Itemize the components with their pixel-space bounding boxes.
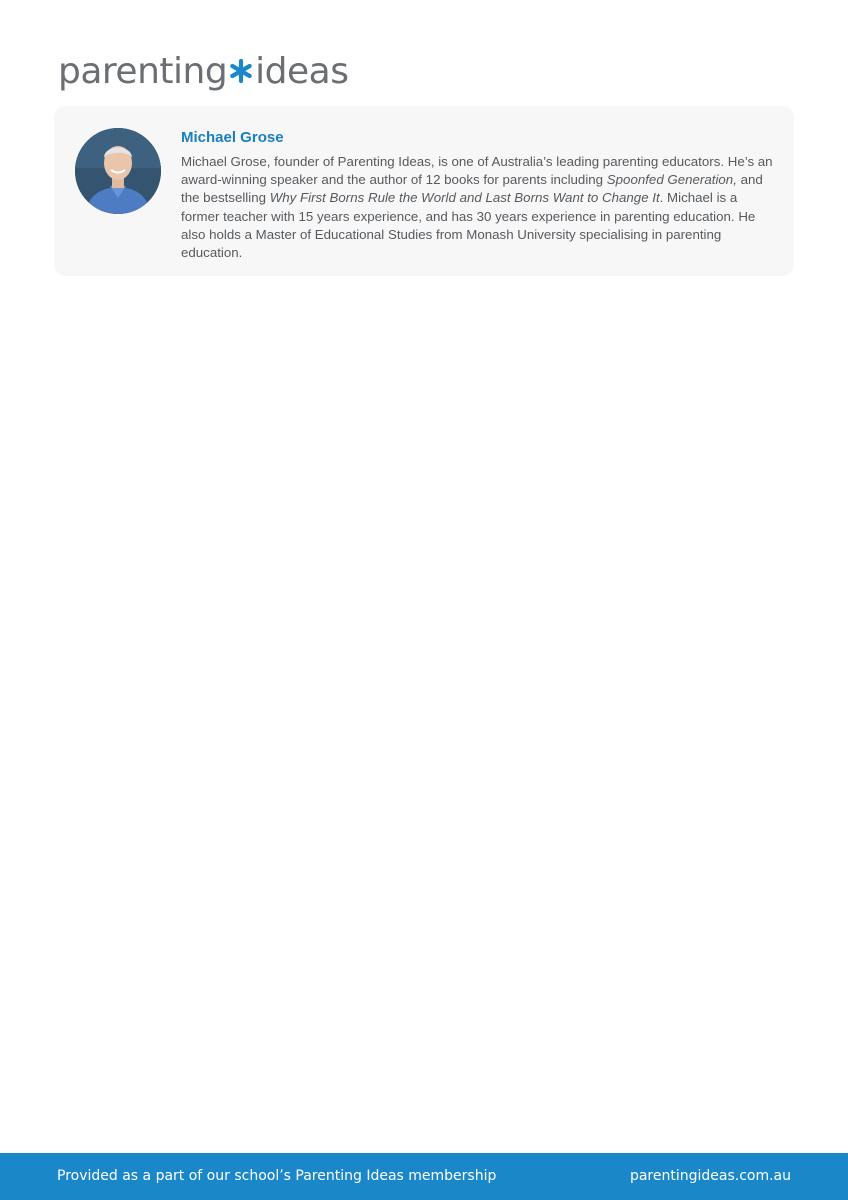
logo-word-parenting: parenting — [58, 50, 228, 92]
author-card — [54, 106, 794, 276]
asterisk-star-icon — [228, 58, 254, 84]
parenting-ideas-logo — [58, 46, 349, 96]
book-title-why-first-borns: Why First Borns Rule the World and Last Borns Want to Change It — [269, 190, 660, 206]
footer-membership-text: Provided as a part of our school’s Parenting Ideas membership — [57, 1168, 497, 1184]
footer-website-link[interactable]: parentingideas.com.au — [629, 1168, 791, 1184]
bio-text-3: . Michael is a former teacher with 15 years experience, and has 30 years experience in parenting education. He also holds a Master of Educational Studies from Monash University specialising in parenting education. — [181, 190, 756, 261]
logo-word-ideas: ideas — [255, 50, 349, 92]
author-photo — [75, 128, 161, 214]
book-title-spoonfed-generation: Spoonfed Generation, — [606, 172, 737, 188]
footer-bar — [0, 1153, 848, 1200]
bio-text-1: Michael Grose, founder of Parenting Ideas, is one of Australia’s leading parenting educators. He’s an award-winning speaker and the author of 12 books for parents including — [181, 154, 773, 188]
bio-text-2: and the bestselling — [181, 172, 763, 206]
author-bio — [181, 153, 779, 262]
author-name: Michael Grose — [181, 129, 284, 146]
